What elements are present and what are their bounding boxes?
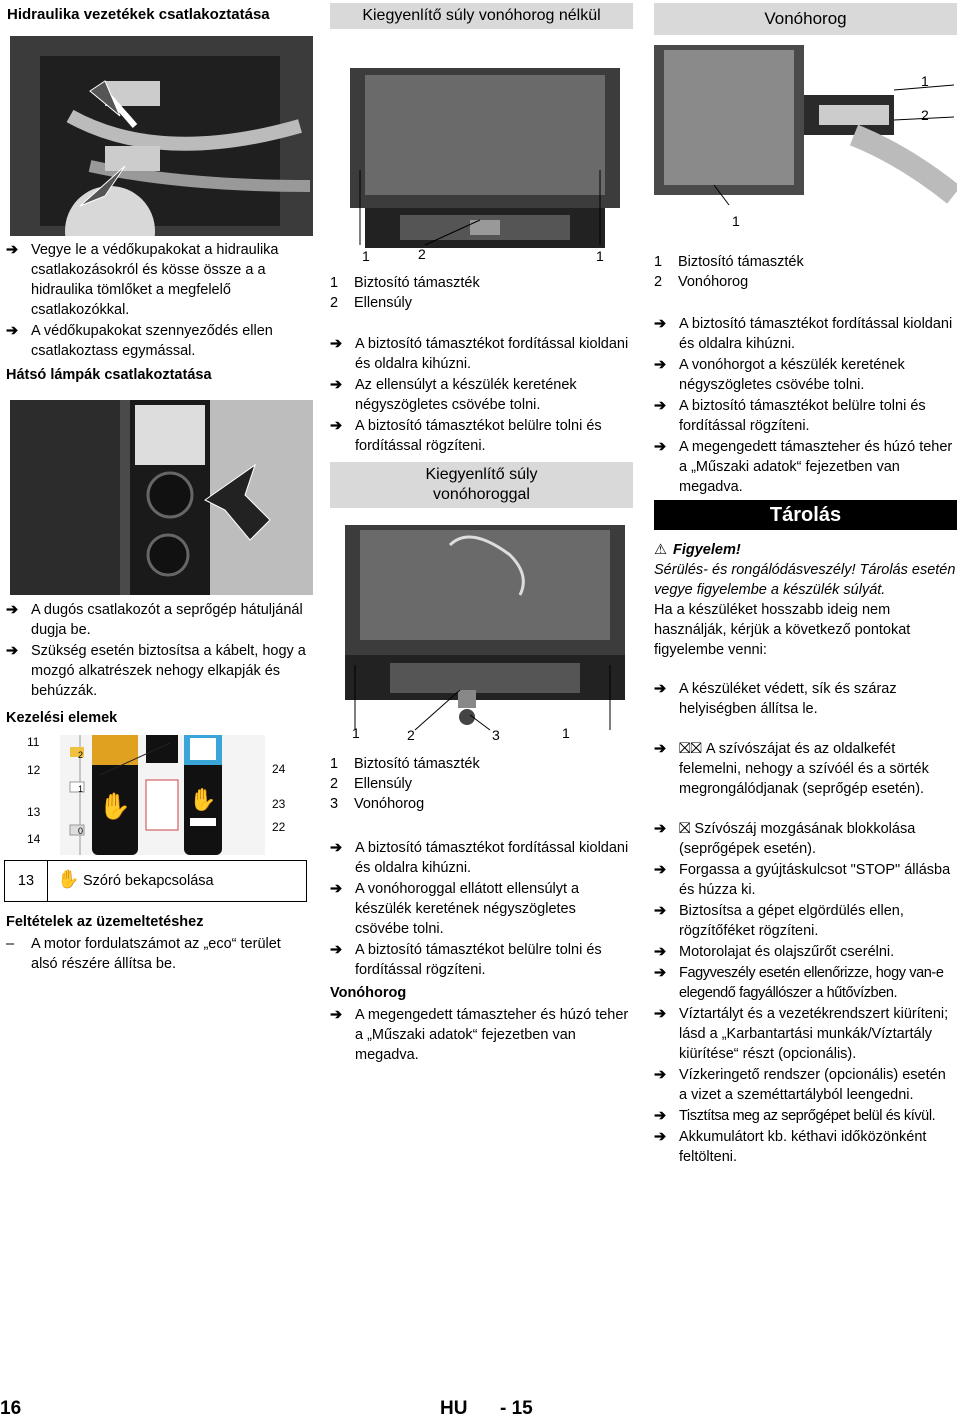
step-release-support: ➔ A biztosító támasztékot fordítással kioldani és oldalra kihúzni. <box>654 316 953 352</box>
heading-tow-hook: Vonóhorog <box>330 985 407 1001</box>
storage-intro: Ha a készüléket hosszabb ideig nem használják, kérjük a következő pontokat figyelembe venni: <box>654 602 911 658</box>
arrow-icon: ➔ <box>654 1067 667 1083</box>
warning-text: Sérülés- és rongálódásveszély! Tárolás esetén vegye figyelembe a készülék súlyát. <box>654 562 956 598</box>
spreader-icon: ✋ <box>57 869 80 889</box>
arrow-icon: ➔ <box>654 1108 666 1124</box>
language-code: HU <box>440 1398 468 1419</box>
legend-item: 2 Ellensúly <box>330 295 413 311</box>
step-insert-hook: ➔ A vonóhorgot a készülék keretének négyszögletes csövébe tolni. <box>654 357 905 393</box>
step-secure-cable: ➔ Szükség esetén biztosítsa a kábelt, hogy a mozgó alkatrészek nehogy elkapják és behúzzák. <box>6 643 306 699</box>
arrow-icon: ➔ <box>654 681 667 697</box>
photo-counterweight-hook: 1 2 3 1 <box>330 525 633 747</box>
photo-hydraulic-couplings <box>10 36 313 236</box>
step-load-info: ➔ A megengedett támaszteher és húzó teher a „Műszaki adatok“ fejezetben van megadva. <box>330 1007 629 1063</box>
condition-item: – A motor fordulatszámot az „eco“ terület alsó részére állítsa be. <box>6 936 281 972</box>
arrow-icon: ➔ <box>330 881 343 897</box>
arrow-icon: ➔ <box>654 1129 667 1145</box>
arrow-icon: ➔ <box>330 418 343 434</box>
step-release-support: ➔ A biztosító támasztékot fordítással kioldani és oldalra kihúzni. <box>330 840 629 876</box>
control-panel-figure: 11 12 13 14 24 23 22 ✋ ✋ 2 1 0 <box>10 735 313 855</box>
step-connect-caps: ➔ A védőkupakokat szennyeződés ellen csatlakoztass egymással. <box>6 323 273 359</box>
heading-controls: Kezelési elemek <box>6 710 118 726</box>
step-battery: ➔ Akkumulátort kb. kéthavi időközönként feltölteni. <box>654 1129 927 1165</box>
step-release-support: ➔ A biztosító támasztékot fordítással kioldani és oldalra kihúzni. <box>330 336 629 372</box>
arrow-icon: ➔ <box>654 821 667 837</box>
arrow-icon: ➔ <box>654 944 667 960</box>
section-storage: Tárolás <box>654 500 957 530</box>
step-oil: ➔ Motorolajat és olajszűrőt cserélni. <box>654 944 895 960</box>
arrow-icon: ➔ <box>330 377 343 393</box>
arrow-icon: ➔ <box>654 398 667 414</box>
step-park: ➔ A készüléket védett, sík és száraz helyiségben állítsa le. <box>654 681 897 717</box>
legend-item: 1 Biztosító támaszték <box>330 756 480 772</box>
arrow-icon: ➔ <box>6 323 19 339</box>
legend-item: 1 Biztosító támaszték <box>654 254 804 270</box>
heading-rear-lights: Hátsó lámpák csatlakoztatása <box>6 367 212 383</box>
photo-rear-lights <box>10 400 313 595</box>
arrow-icon: ➔ <box>6 643 19 659</box>
control-label: Szóró bekapcsolása <box>83 873 214 889</box>
step-remove-caps: ➔ Vegye le a védőkupakokat a hidraulika csatlakozásokról és kösse össze a a hidraulika tömlőket a megfelelő csatlakozókkal. <box>6 242 279 318</box>
legend-item: 3 Vonóhorog <box>330 796 425 812</box>
svg-text:✋: ✋ <box>189 788 217 813</box>
svg-text:✋: ✋ <box>98 792 132 822</box>
arrow-icon: ➔ <box>654 741 667 757</box>
arrow-icon: ➔ <box>654 903 667 919</box>
page-number-left: 16 <box>0 1398 22 1419</box>
arrow-icon: ➔ <box>330 1007 343 1023</box>
arrow-icon: ➔ <box>654 862 667 878</box>
step-raise-nozzle: ➔ ⛝⛝ A szívószájat és az oldalkefét felemelni, nehogy a szívóél és a sörték megrongálódjanak (seprőgép esetén). <box>654 740 929 797</box>
section-title-hydraulics: Hidraulika vezetékek csatlakoztatása <box>7 6 270 23</box>
warning-icon: ⚠ <box>654 542 667 558</box>
warning-heading: ⚠ Figyelem! <box>654 542 741 558</box>
header-counterweight-with-hook: Kiegyenlítő súly vonóhoroggal <box>330 462 633 508</box>
page-number-right: - 15 <box>500 1398 533 1419</box>
arrow-icon: ➔ <box>330 336 343 352</box>
arrow-icon: ➔ <box>654 316 667 332</box>
nozzle-icon: ⛝⛝ <box>679 740 702 757</box>
step-clean: ➔ Tisztítsa meg az seprőgépet belül és kívül. <box>654 1108 936 1124</box>
arrow-icon: ➔ <box>6 242 19 258</box>
step-drain-water: ➔ Víztartályt és a vezetékrendszert kiüríteni; lásd a „Karbantartási munkák/Víztartály kiürítése“ részt (opcionális). <box>654 1006 949 1062</box>
arrow-icon: ➔ <box>330 942 343 958</box>
header-tow-hook: Vonóhorog <box>654 3 957 35</box>
step-parking-brake: ➔ Biztosítsa a gépet elgördülés ellen, rögzítőféket rögzíteni. <box>654 903 904 939</box>
arrow-icon: ➔ <box>654 965 666 981</box>
step-lock-support: ➔ A biztosító támasztékot belülre tolni és fordítással rögzíteni. <box>330 942 602 978</box>
control-table-row <box>4 860 307 902</box>
heading-operating-conditions: Feltételek az üzemeltetéshez <box>6 914 204 930</box>
step-plug-in: ➔ A dugós csatlakozót a seprőgép hátuljánál dugja be. <box>6 602 303 638</box>
arrow-icon: ➔ <box>6 602 19 618</box>
step-insert-counterweight: ➔ Az ellensúlyt a készülék keretének négyszögletes csövébe tolni. <box>330 377 577 413</box>
legend-item: 1 Biztosító támaszték <box>330 275 480 291</box>
arrow-icon: ➔ <box>330 840 343 856</box>
nozzle-lock-icon: ⛝ <box>679 820 691 837</box>
step-lock-support: ➔ A biztosító támasztékot belülre tolni és fordítással rögzíteni. <box>654 398 926 434</box>
step-insert-hook-weight: ➔ A vonóhoroggal ellátott ellensúlyt a készülék keretének négyszögletes csövébe tolni. <box>330 881 580 937</box>
step-antifreeze: ➔ Fagyveszély esetén ellenőrizze, hogy van-e elegendő fagyállószer a hűtővízben. <box>654 965 944 1001</box>
step-recirculation: ➔ Vízkeringető rendszer (opcionális) esetén a vizet a szeméttartályból leengedni. <box>654 1067 946 1103</box>
arrow-icon: ➔ <box>654 439 667 455</box>
legend-item: 2 Vonóhorog <box>654 274 749 290</box>
control-number: 13 <box>5 861 48 901</box>
legend-item: 2 Ellensúly <box>330 776 413 792</box>
header-counterweight-no-hook: Kiegyenlítő súly vonóhorog nélkül <box>330 3 633 29</box>
step-load-info: ➔ A megengedett támaszteher és húzó teher a „Műszaki adatok“ fejezetben van megadva. <box>654 439 953 495</box>
arrow-icon: ➔ <box>654 357 667 373</box>
step-lock-support: ➔ A biztosító támasztékot belülre tolni és fordítással rögzíteni. <box>330 418 602 454</box>
photo-tow-hook: 1 2 1 <box>654 45 957 235</box>
step-key-stop: ➔ Forgassa a gyújtáskulcsot "STOP" állásba és húzza ki. <box>654 862 951 898</box>
step-lock-nozzle: ➔ ⛝ Szívószáj mozgásának blokkolása (seprőgépek esetén). <box>654 820 916 857</box>
arrow-icon: ➔ <box>654 1006 667 1022</box>
photo-counterweight: 1 2 1 <box>330 60 633 265</box>
